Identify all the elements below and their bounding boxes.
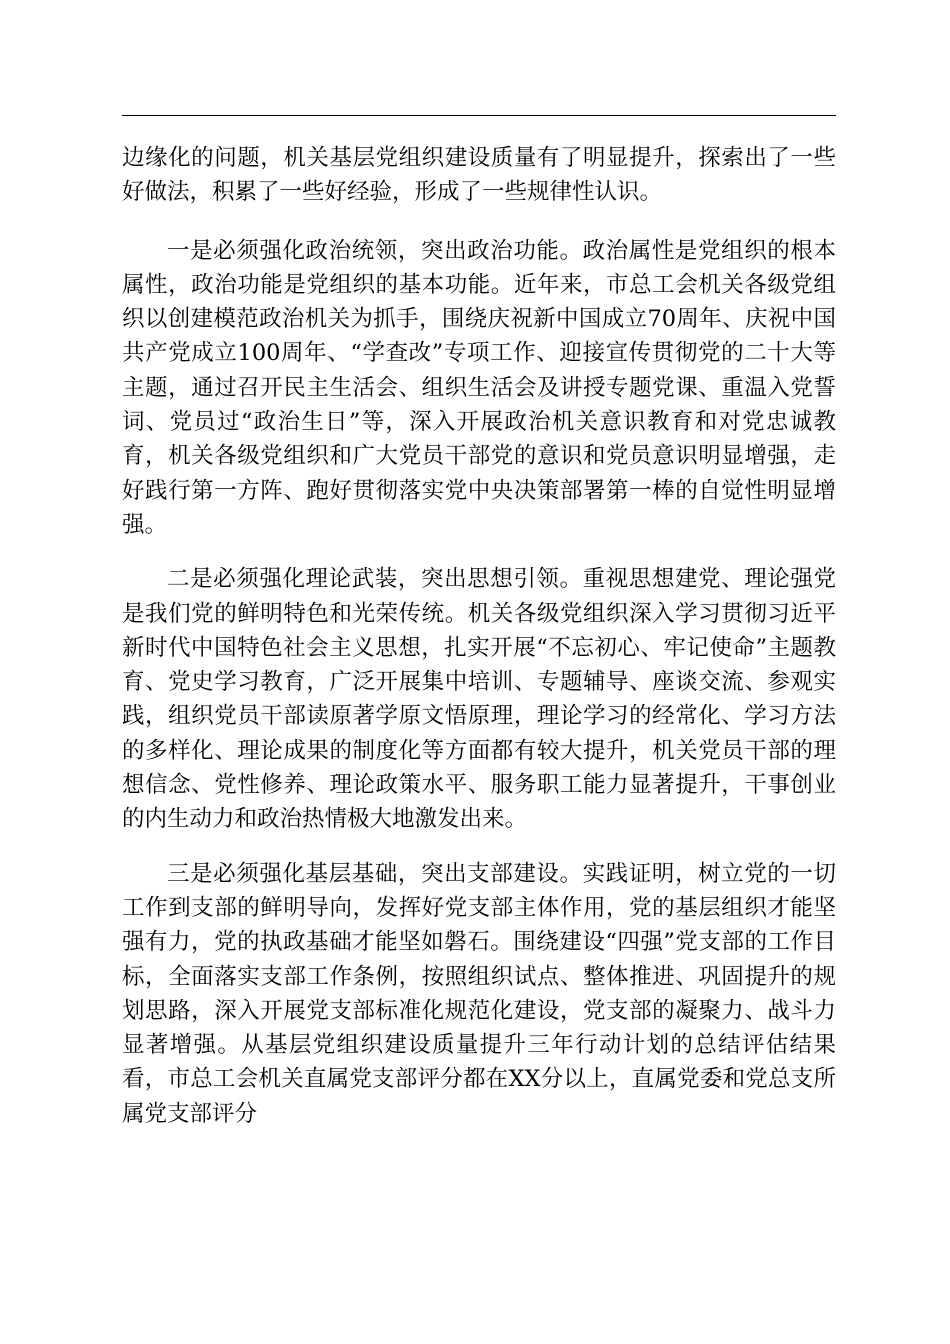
- paragraph-continued: 边缘化的问题，机关基层党组织建设质量有了明显提升，探索出了一些好做法，积累了一些好经验，形成了一些规律性认识。: [122, 145, 836, 206]
- header-rule: [122, 115, 836, 116]
- document-body: [122, 141, 836, 1151]
- paragraph-theoretical-arming: 二是必须强化理论武装，突出思想引领。重视思想建党、理论强党是我们党的鲜明特色和光荣传统。机关各级党组织深入学习贯彻习近平新时代中国特色社会主义思想，扎实开展“不忘初心、牢记使命”主题教育、党史学习教育，广泛开展集中培训、专题辅导、座谈交流、参观实践，组织党员干部读原著学原文悟原理，理论学习的经常化、学习方法的多样化、理论成果的制度化等方面都有较大提升，机关党员干部的理想信念、党性修养、理论政策水平、服务职工能力显著提升，干事创业的内生动力和政治热情极大地激发出来。: [122, 566, 836, 833]
- paragraph-political-leadership: 一是必须强化政治统领，突出政治功能。政治属性是党组织的根本属性，政治功能是党组织的基本功能。近年来，市总工会机关各级党组织以创建模范政治机关为抓手，围绕庆祝新中国成立70周年、庆祝中国共产党成立100周年、“学查改”专项工作、迎接宣传贯彻党的二十大等主题，通过召开民主生活会、组织生活会及讲授专题党课、重温入党誓词、党员过“政治生日”等，深入开展政治机关意识教育和对党忠诚教育，机关各级党组织和广大党员干部党的意识和党员意识明显增强，走好践行第一方阵、跑好贯彻落实党中央决策部署第一棒的自觉性明显增强。: [122, 237, 836, 538]
- paragraph-grassroots-foundation: 三是必须强化基层基础，突出支部建设。实践证明，树立党的一切工作到支部的鲜明导向，发挥好党支部主体作用，党的基层组织才能坚强有力，党的执政基础才能坚如磐石。围绕建设“四强”党支部的工作目标，全面落实支部工作条例，按照组织试点、整体推进、巩固提升的规划思路，深入开展党支部标准化规范化建设，党支部的凝聚力、战斗力显著增强。从基层党组织建设质量提升三年行动计划的总结评估结果看，市总工会机关直属党支部评分都在XX分以上，直属党委和党总支所属党支部评分: [122, 860, 836, 1127]
